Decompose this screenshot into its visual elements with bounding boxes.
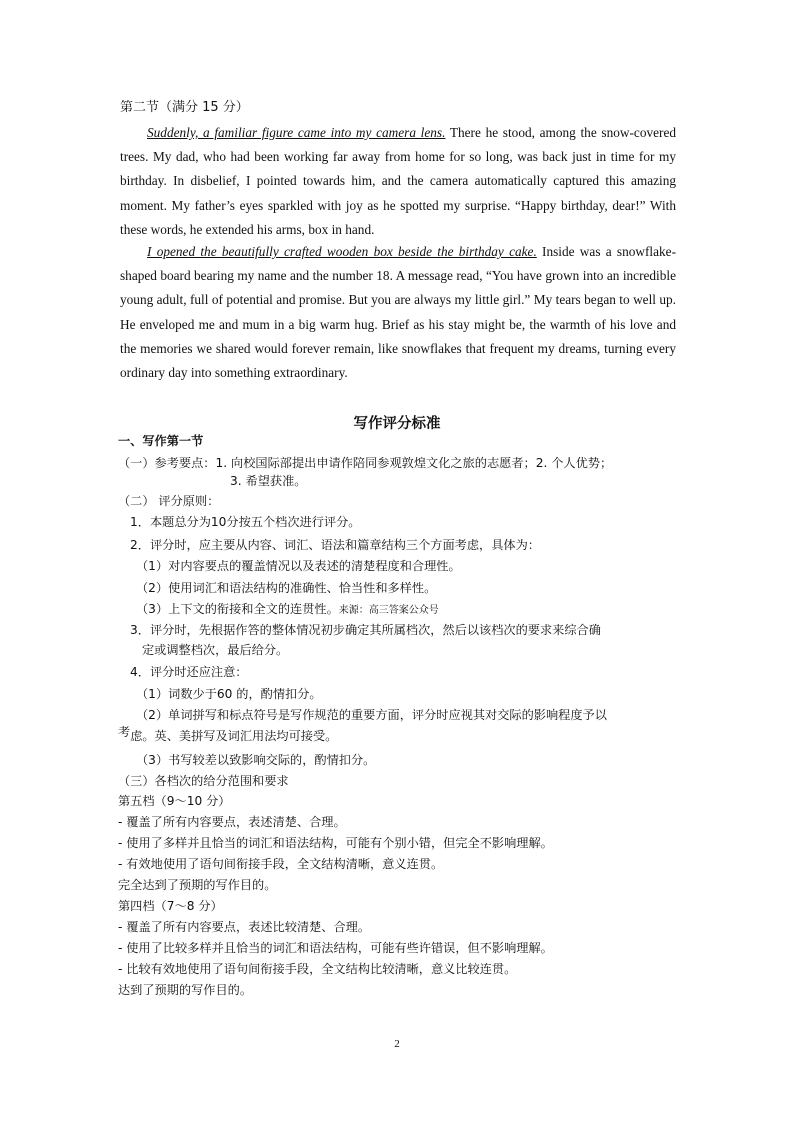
principle-4-item-2-text: 虑。英、美拼写及词汇用法均可接受。	[130, 729, 338, 743]
level-5-heading: 第五档（9～10 分）	[118, 794, 231, 808]
principle-3-line-1: 3．评分时，先根据作答的整体情况初步确定其所属档次，然后以该档次的要求来综合确	[130, 623, 601, 637]
levels-heading: （三）各档次的给分范围和要求	[118, 774, 289, 788]
level-5-item-3: - 有效地使用了语句间衔接手段，全文结构清晰，意义连贯。	[118, 857, 444, 871]
paragraph-1-lead-sentence: Suddenly, a familiar figure came into my camera lens.	[147, 125, 446, 140]
paragraph-2-lead-sentence: I opened the beautifully crafted wooden box beside the birthday cake.	[147, 244, 537, 259]
model-paragraph-2	[120, 240, 676, 385]
level-4-item-1: - 覆盖了所有内容要点，表述比较清楚、合理。	[118, 920, 371, 934]
principle-4: 4．评分时还应注意：	[130, 665, 248, 679]
principle-2-item-3	[136, 600, 439, 617]
level-5-item-2: - 使用了多样并且恰当的词汇和语法结构，可能有个别小错，但完全不影响理解。	[118, 836, 553, 850]
principle-4-item-3: （3）书写较差以致影响交际的，酌情扣分。	[136, 753, 376, 767]
key-points-line-2: 3. 希望获准。	[230, 474, 307, 488]
level-4-item-3: - 比较有效地使用了语句间衔接手段，全文结构比较清晰，意义比较连贯。	[118, 962, 517, 976]
principle-4-item-2-line-1: （2）单词拼写和标点符号是写作规范的重要方面，评分时应视其对交际的影响程度予以	[136, 708, 607, 722]
principle-1: 1．本题总分为10分按五个档次进行评分。	[130, 515, 361, 529]
paragraph-1-body: There he stood, among the snow-covered trees. My dad, who had been working far away from home for so long, was back just in time for my birthday. In disbelief, I pointed towards him, and the camera automatically captured this amazing moment. My father’s eyes sparkled with joy as he spotted my surprise. “Happy birthday, dear!” With these words, he extended his arms, box in hand.	[120, 125, 676, 237]
model-paragraph-1	[120, 121, 676, 242]
principle-4-item-1: （1）词数少于60 的，酌情扣分。	[136, 687, 322, 701]
principle-2-item-2: （2）使用词汇和语法结构的准确性、恰当性和多样性。	[136, 581, 437, 595]
rubric-part-1-heading: 一、写作第一节	[118, 434, 204, 448]
principles-heading: （二） 评分原则：	[118, 494, 220, 508]
level-4-conclusion: 达到了预期的写作目的。	[118, 983, 253, 997]
rubric-title: 写作评分标准	[353, 416, 441, 432]
key-points-line-1: （一）参考要点：1. 向校国际部提出申请作陪同参观敦煌文化之旅的志愿者；2. 个人优势；	[118, 456, 613, 470]
section-heading: 第二节（满分 15 分）	[120, 100, 249, 115]
principle-3-line-2: 定或调整档次，最后给分。	[142, 643, 289, 657]
principle-2-item-1: （1）对内容要点的覆盖情况以及表述的清楚程度和合理性。	[136, 559, 461, 573]
principle-2-item-3-text: （3）上下文的衔接和全文的连贯性。	[136, 602, 339, 616]
principle-2: 2．评分时，应主要从内容、词汇、语法和篇章结构三个方面考虑，具体为：	[130, 538, 540, 552]
principle-4-item-2-line-2	[118, 727, 337, 744]
level-5-item-1: - 覆盖了所有内容要点，表述清楚、合理。	[118, 815, 346, 829]
level-4-item-2: - 使用了比较多样并且恰当的词汇和语法结构，可能有些许错误，但不影响理解。	[118, 941, 553, 955]
level-5-conclusion: 完全达到了预期的写作目的。	[118, 878, 277, 892]
principle-4-item-2-lead-char: 考	[118, 725, 131, 739]
level-4-heading: 第四档（7～8 分）	[118, 899, 223, 913]
source-watermark: 来源：高三答案公众号	[338, 605, 439, 616]
paragraph-2-body: Inside was a snowflake-shaped board bearing my name and the number 18. A message read, “You have grown into an incredible young adult, full of potential and promise. But you are always my little girl.” My tears began to well up. He enveloped me and mum in a big warm hug. Brief as his stay might be, the warmth of his love and the memories we shared would forever remain, like snowflakes that frequent my dreams, turning every ordinary day into something extraordinary.	[120, 244, 676, 381]
page-number: 2	[394, 1038, 400, 1050]
